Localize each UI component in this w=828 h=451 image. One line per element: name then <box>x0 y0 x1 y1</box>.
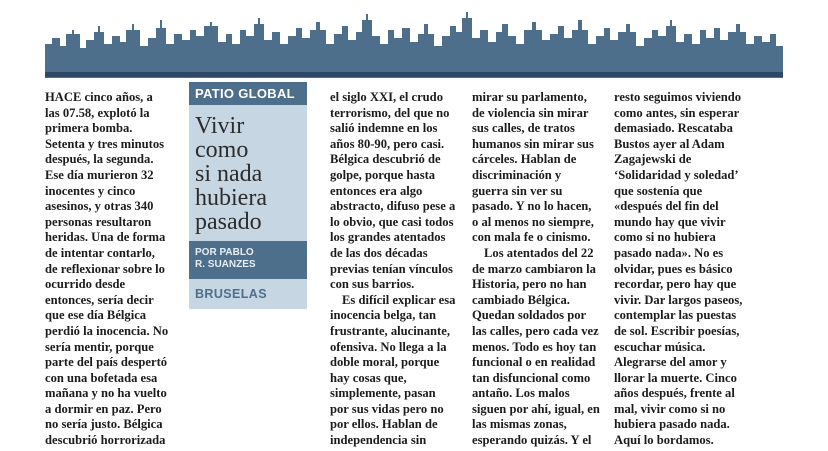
city-skyline-header <box>0 0 828 78</box>
article-column-1 <box>45 90 169 449</box>
headline-line: si nada <box>195 161 263 187</box>
header-rule <box>45 72 783 77</box>
headline-line: Vivir <box>195 113 245 139</box>
article-column-4 <box>472 90 600 449</box>
article-column-3 <box>330 90 456 449</box>
headline-box <box>189 82 307 309</box>
skyline-silhouette <box>45 12 783 78</box>
article-paragraph: HACE cinco años, a las 07.58, explotó la primera bomba. Setenta y tres minutos después, la segunda. Ese día murieron 32 inocentes y cinco asesinos, y otras 340 personas resultaron heridas. Una de forma de intentar contarlo, de reflexionar sobre lo ocurrido desde entonces, sería decir que ese día Bélgica perdió la inocencia. No sería mentir, porque parte del país despertó con una bofetada esa mañana y no ha vuelto a dormir en paz. Pero no sería justo. Bélgica descubrió horrorizada <box>45 90 169 448</box>
article-paragraph: Los atentados del 22 de marzo cambiaron la Historia, pero no han cambiado Bélgica. Quedan soldados por las calles, pero cada vez menos. Todo es hoy tan funcional o en realidad tan disfuncional como antaño. Los malos siguen por ahí, igual, en las mismas zonas, esperando quizás. Y el <box>472 245 600 448</box>
article-column-5 <box>614 90 744 449</box>
article-paragraph: resto seguimos viviendo como antes, sin esperar demasiado. Rescataba Bustos ayer al Adam Zagajewski de ‘Solidaridad y soledad’ que sostenía que «después del fin del mundo hay que vivir como si no hubiera pasado nada». No es olvidar, pues es básico recordar, pero hay que vivir. Dar largos paseos, contemplar las puestas de sol. Escribir poesías, escuchar música. Alegrarse del amor y llorar la muerte. Cinco años después, frente al mal, vivir como si no hubiera pasado nada. Aquí lo bordamos. <box>614 90 743 448</box>
headline-line: pasado <box>195 209 262 235</box>
article-paragraph: mirar su parlamento, de violencia sin mirar sus calles, de tratos humanos sin mirar sus cárceles. Hablan de discriminación y guerra sin ver su pasado. Y no lo hacen, o al menos no siempre, con mala fe o cinismo. <box>472 90 594 245</box>
byline-line: R. SUANZES <box>195 259 256 270</box>
section-label: PATIO GLOBAL <box>189 82 307 105</box>
article-paragraph: Es difícil explicar esa inocencia belga, tan frustrante, alucinante, ofensiva. No llega a la doble moral, porque hay cosas que, simplemente, pasan por sus vidas pero no por ellos. Hablan de independencia sin <box>330 292 456 448</box>
article-paragraph: el siglo XXI, el crudo terrorismo, del que no salió indemne en los años 80-90, pero casi. Bélgica descubrió de golpe, porque hasta entonces era algo abstracto, difuso pese a lo obvio, que casi todos los grandes atentados de las dos décadas previas tenían vínculos con sus barrios. <box>330 90 456 292</box>
headline-line: como <box>195 137 249 163</box>
byline <box>189 241 307 279</box>
byline-line: POR PABLO <box>195 247 254 258</box>
headline <box>189 105 307 241</box>
headline-line: hubiera <box>195 185 267 211</box>
city-label: BRUSELAS <box>189 279 307 309</box>
